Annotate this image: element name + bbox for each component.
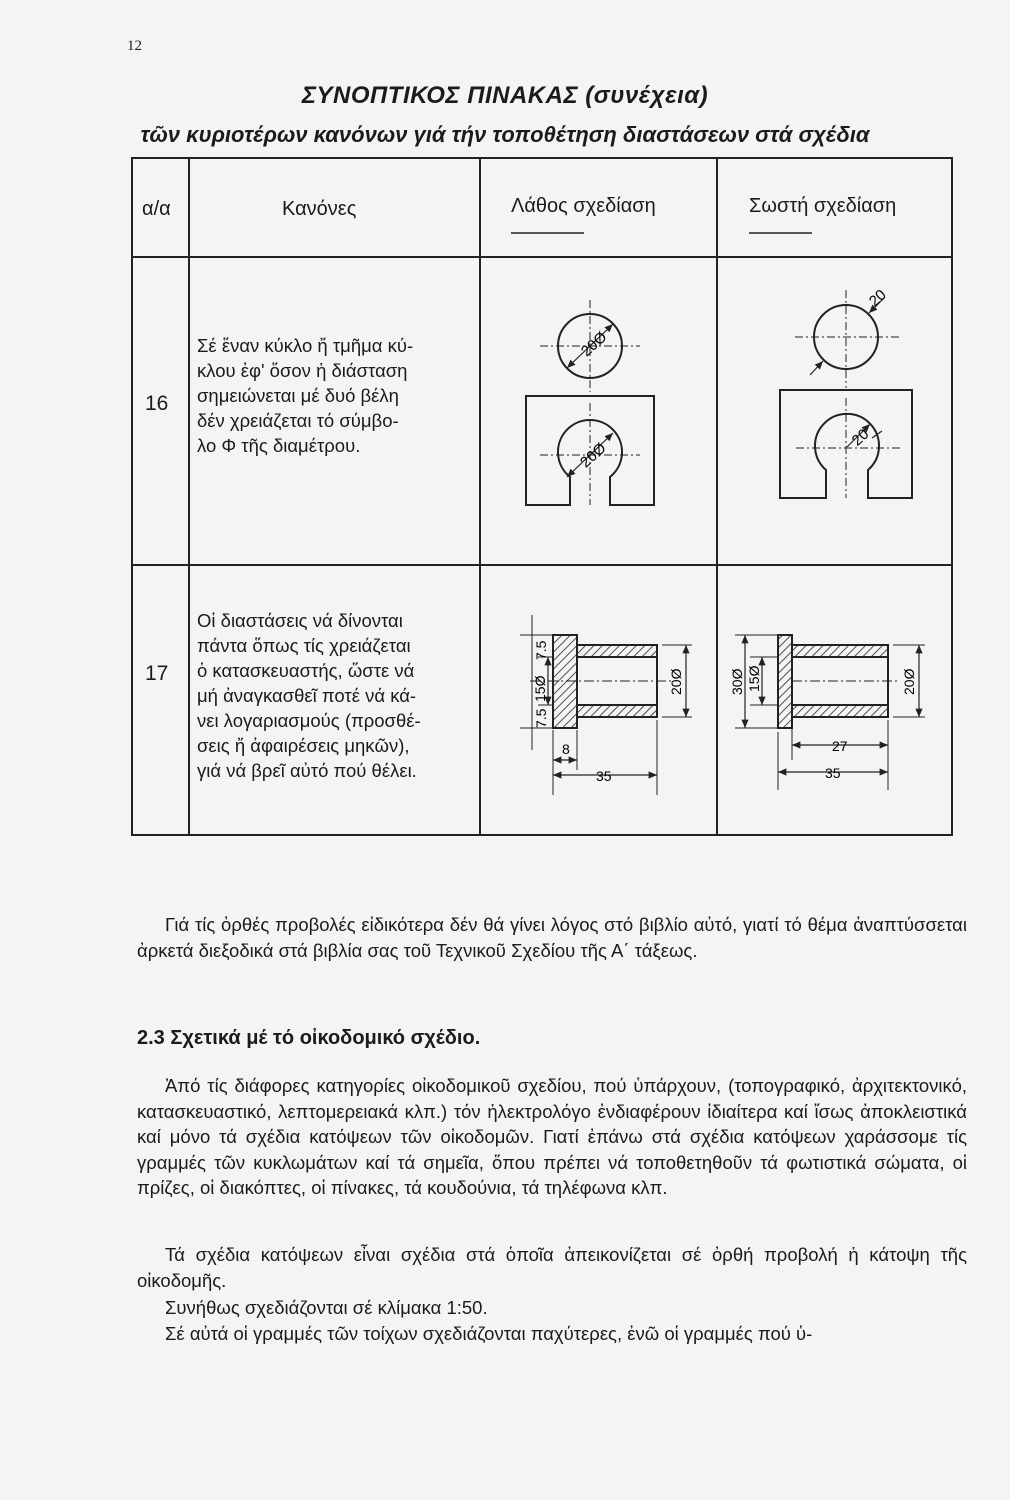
row17-correct-dim-outer: 30Ø [729,668,745,695]
row17-wrong-dim-dia: 20Ø [668,668,684,695]
row16-wrong-label-bottom: 20Ø [577,439,610,472]
row16-correct-label-bottom: 20 [848,425,873,450]
page-number: 12 [127,38,142,54]
header-rules: Κανόνες [282,198,357,220]
row17-wrong-dim-len-total: 35 [596,768,612,784]
row17-wrong-dim-d1: 7.5 [533,640,549,660]
row17-wrong-dim-d3: 7.5 [533,708,549,728]
section-heading: 2.3 Σχετικά μέ τό οἰκοδομικό σχέδιο. [137,1027,481,1049]
row17-rule-text: Οἱ διαστάσεις νά δίνονται πάντα ὅπως τίς χρειάζεται ὁ κατασκευαστής, ὥστε νά μή ἀναγκασθεῖ ποτέ νά κά- νει λογαριασμούς (προσθέ- σεις ἤ ἀφαιρέσεις μηκῶν), γιά νά βρεῖ αὐτό πού θέλει. [197,610,421,781]
paragraph-4: Συνήθως σχεδιάζονται σέ κλίμακα 1:50. [165,1297,488,1318]
header-correct: Σωστή σχεδίαση [749,195,897,217]
row17-wrong-dim-d2: 15Ø [532,675,548,702]
row17-wrong-dim-len-short: 8 [562,741,570,757]
paragraph-5: Σέ αὐτά οἱ γραμμές τῶν τοίχων σχεδιάζονται παχύτερες, ἐνῶ οἱ γραμμές πού ὑ- [165,1323,813,1344]
row17-correct-dim-bore: 27 [832,738,848,754]
paragraph-1: Γιά τίς ὀρθές προβολές εἰδικότερα δέν θά γίνει λόγος στό βιβλίο αὐτό, γιατί τό θέμα ἀναπτύσσεται ἀρκετά διεξοδικά στά βιβλία σας τοῦ Τεχνικοῦ Σχεδίου τῆς Α΄ τάξεως. [137,914,967,961]
row17-index: 17 [145,662,169,685]
header-index: α/α [142,198,171,220]
row17-correct-dim-total: 35 [825,765,841,781]
row16-rule-text: Σέ ἕναν κύκλο ἤ τμῆμα κύ- κλου ἐφ' ὅσον ἡ διάσταση σημειώνεται μέ δυό βέλη δέν χρειάζεται τό σύμβο- λο Φ τῆς διαμέτρου. [197,335,414,456]
row16-wrong-label-top: 20Ø [577,328,611,361]
paragraph-2: Ἀπό τίς διάφορες κατηγορίες οἰκοδομικοῦ σχεδίου, πού ὑπάρχουν, (τοπογραφικό, ἀρχιτεκτονικό, κατασκευαστικό, λεπτομερειακά κλπ.) τόν ἠλεκτρολόγο ἐνδιαφέρουν ἰδιαίτερα καί ἴσως ἀποκλειστικά καί μόνο τά σχέδια κατόψεων τῶν οἰκοδομῶν. Γιατί ἐπάνω στά σχέδια κατόψεων χαράσσομε τίς γραμμές τῶν κυκλωμάτων καί τά σημεῖα, ὅπου πρέπει νά τοποθετηθοῦν τά φωτιστικά σώματα, οἱ πρίζες, οἱ διακόπτες, οἱ πίνακες, τά κουδούνια, τά τηλέφωνα κλπ. [137,1075,967,1198]
row17-correct-dim-dia: 20Ø [901,668,917,695]
row16-index: 16 [145,392,169,415]
paragraph-3: Τά σχέδια κατόψεων εἶναι σχέδια στά ὁποῖα ἀπεικονίζεται σέ ὀρθή προβολή ἡ κάτοψη τῆς οἰκοδομῆς. [137,1244,967,1291]
header-wrong: Λάθος σχεδίαση [511,195,656,217]
row16-correct-label-top: 20 [865,286,890,311]
row16-wrong-drawing [526,300,654,505]
page-subtitle: τῶν κυριοτέρων κανόνων γιά τήν τοποθέτηση διαστάσεων στά σχέδια [140,122,870,147]
page-title: ΣΥΝΟΠΤΙΚΟΣ ΠΙΝΑΚΑΣ (συνέχεια) [301,82,709,109]
row16-correct-drawing [780,290,912,498]
row17-correct-dim-inner: 15Ø [746,665,762,692]
